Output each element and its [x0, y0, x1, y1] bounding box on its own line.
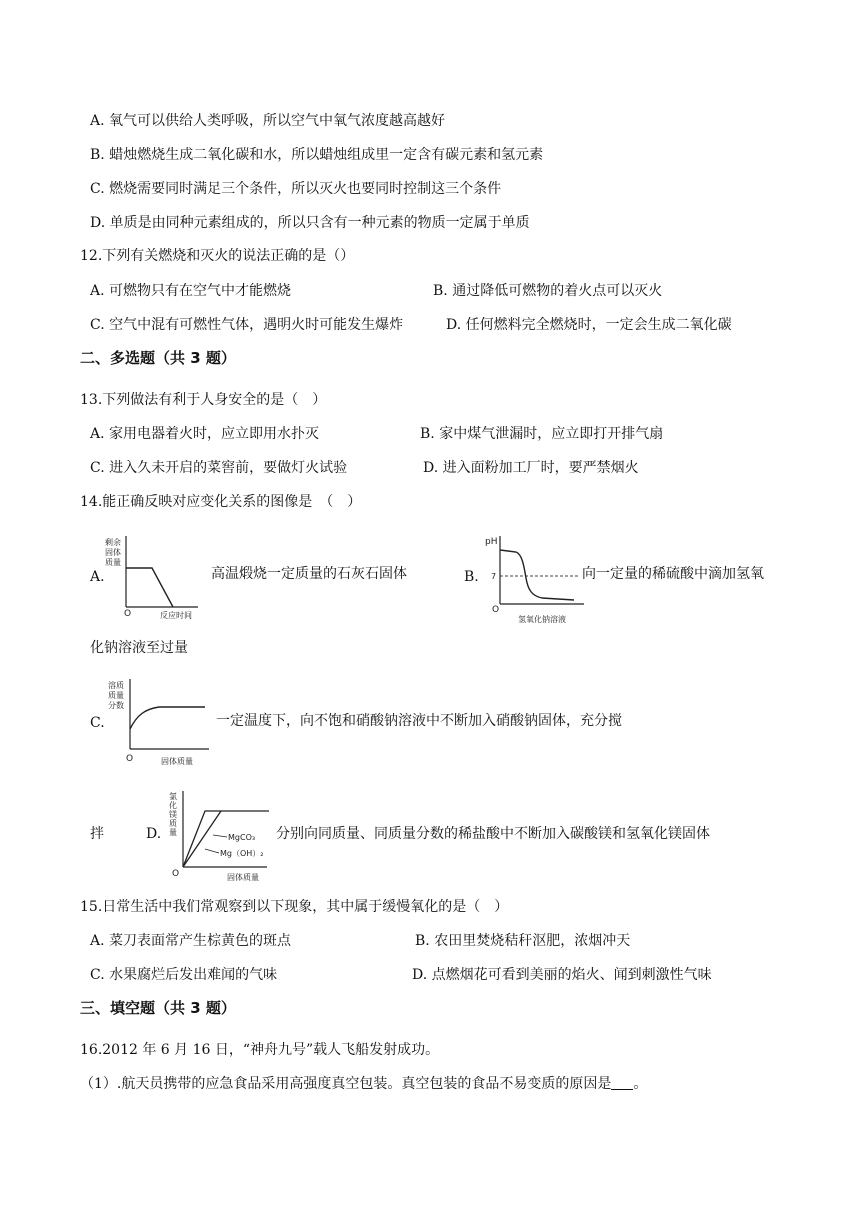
- q16-part1-end: 。: [633, 1076, 648, 1092]
- q11-option-c: C. 燃烧需要同时满足三个条件，所以灭火也要同时控制这三个条件: [90, 181, 502, 197]
- q14-option-c-text-cont: 拌: [90, 826, 104, 842]
- graph-d-origin: O: [172, 869, 180, 879]
- q11-option-b: B. 蜡烛燃烧生成二氧化碳和水，所以蜡烛组成里一定含有碳元素和氢元素: [90, 147, 544, 163]
- graph-b-ph7-label: 7: [491, 572, 497, 581]
- graph-b-curve: [500, 550, 574, 600]
- q14-option-a-label: A.: [90, 569, 105, 585]
- svg-text:质量: 质量: [105, 558, 121, 567]
- q13-option-c: C. 进入久未开启的菜窖前，要做灯火试验: [90, 460, 348, 476]
- q12-option-c: C. 空气中混有可燃性气体，遇明火时可能发生爆炸: [90, 317, 404, 333]
- q11-option-a: A. 氧气可以供给人类呼吸，所以空气中氧气浓度越高越好: [90, 113, 446, 129]
- q15-option-d: D. 点燃烟花可看到美丽的焰火、闻到刺激性气味: [412, 967, 712, 983]
- graph-c-origin: O: [126, 754, 134, 764]
- graph-b-y-axis-label: pH: [485, 537, 498, 547]
- svg-text:质量: 质量: [108, 691, 124, 700]
- section-title-multiple-choice: 二、多选题（共 3 题）: [80, 349, 236, 367]
- q16-part1: [80, 1075, 647, 1093]
- q16-part1-text: （1）.航天员携带的应急食品采用高强度真空包装。真空包装的食品不易变质的原因是: [80, 1076, 612, 1092]
- q13-option-a: A. 家用电器着火时，应立即用水扑灭: [90, 426, 320, 442]
- svg-text:溶质: 溶质: [108, 681, 124, 690]
- q14-option-b-text-cont: 化钠溶液至过量: [90, 640, 188, 656]
- graph-d-y-axis-label: [169, 791, 177, 837]
- graph-d-curve-1: [183, 811, 269, 867]
- q13-option-d: D. 进入面粉加工厂时，要严禁烟火: [423, 460, 639, 476]
- graph-d-series-2-label: Mg（OH）₂: [220, 849, 264, 858]
- q14-graph-c: [107, 677, 211, 767]
- graph-b-x-axis-label: 氢氧化钠溶液: [518, 615, 566, 624]
- graph-a-x-axis-label: 反应时间: [160, 611, 192, 620]
- q12-option-a: A. 可燃物只有在空气中才能燃烧: [90, 283, 292, 299]
- q14-option-b-text: 向一定量的稀硫酸中滴加氢氧: [582, 566, 764, 582]
- q15-option-b: B. 农田里焚烧秸秆沤肥，浓烟冲天: [415, 933, 631, 949]
- q12-option-b: B. 通过降低可燃物的着火点可以灭火: [433, 283, 663, 299]
- q12-option-d: D. 任何燃料完全燃烧时，一定会生成二氧化碳: [446, 317, 732, 333]
- q15-option-c: C. 水果腐烂后发出难闻的气味: [90, 967, 278, 983]
- q14-graph-a: [104, 534, 200, 620]
- graph-d-series-1-label: MgCO₃: [228, 833, 256, 842]
- svg-text:氯: 氯: [169, 792, 177, 801]
- graph-a-origin: O: [124, 609, 132, 619]
- q14-graph-d: [165, 789, 275, 883]
- svg-text:量: 量: [169, 828, 177, 837]
- answer-blank[interactable]: [611, 1075, 633, 1090]
- q14-option-c-text: 一定温度下，向不饱和硝酸钠溶液中不断加入硝酸钠固体，充分搅: [216, 713, 622, 729]
- q15-stem: 15.日常生活中我们常观察到以下现象，其中属于缓慢氧化的是（ ）: [80, 899, 509, 915]
- svg-text:镁: 镁: [169, 810, 177, 819]
- graph-a-y-axis-label: [105, 537, 121, 567]
- svg-text:质: 质: [169, 819, 177, 828]
- q12-stem: 12.下列有关燃烧和灭火的说法正确的是（）: [80, 248, 355, 264]
- section-title-fill-in: 三、填空题（共 3 题）: [80, 999, 236, 1017]
- q14-stem: 14.能正确反映对应变化关系的图像是 （ ）: [80, 494, 362, 510]
- svg-text:剩余: 剩余: [105, 538, 121, 547]
- q14-option-a-text: 高温煅烧一定质量的石灰石固体: [211, 566, 407, 582]
- q13-stem: 13.下列做法有利于人身安全的是（ ）: [80, 392, 327, 408]
- q14-option-d-label: D.: [146, 826, 162, 842]
- svg-text:化: 化: [169, 801, 177, 810]
- svg-text:分数: 分数: [108, 701, 124, 710]
- graph-a-curve: [126, 568, 173, 607]
- graph-c-curve: [130, 707, 205, 729]
- graph-d-x-axis-label: 固体质量: [227, 873, 259, 882]
- svg-text:固体: 固体: [105, 548, 121, 557]
- q13-option-b: B. 家中煤气泄漏时，应立即打开排气扇: [420, 426, 664, 442]
- q14-option-d-text: 分别向同质量、同质量分数的稀盐酸中不断加入碳酸镁和氢氧化镁固体: [276, 826, 710, 842]
- q14-graph-b: [482, 532, 586, 628]
- q11-option-d: D. 单质是由同种元素组成的，所以只含有一种元素的物质一定属于单质: [90, 215, 530, 231]
- q15-option-a: A. 菜刀表面常产生棕黄色的斑点: [90, 933, 292, 949]
- q14-option-c-label: C.: [90, 715, 105, 731]
- q14-option-b-label: B.: [464, 569, 479, 585]
- q16-stem: 16.2012 年 6 月 16 日，“神舟九号”载人飞船发射成功。: [80, 1042, 440, 1058]
- graph-c-x-axis-label: 固体质量: [161, 757, 193, 766]
- graph-c-y-axis-label: [108, 680, 124, 710]
- graph-b-origin: O: [492, 605, 500, 615]
